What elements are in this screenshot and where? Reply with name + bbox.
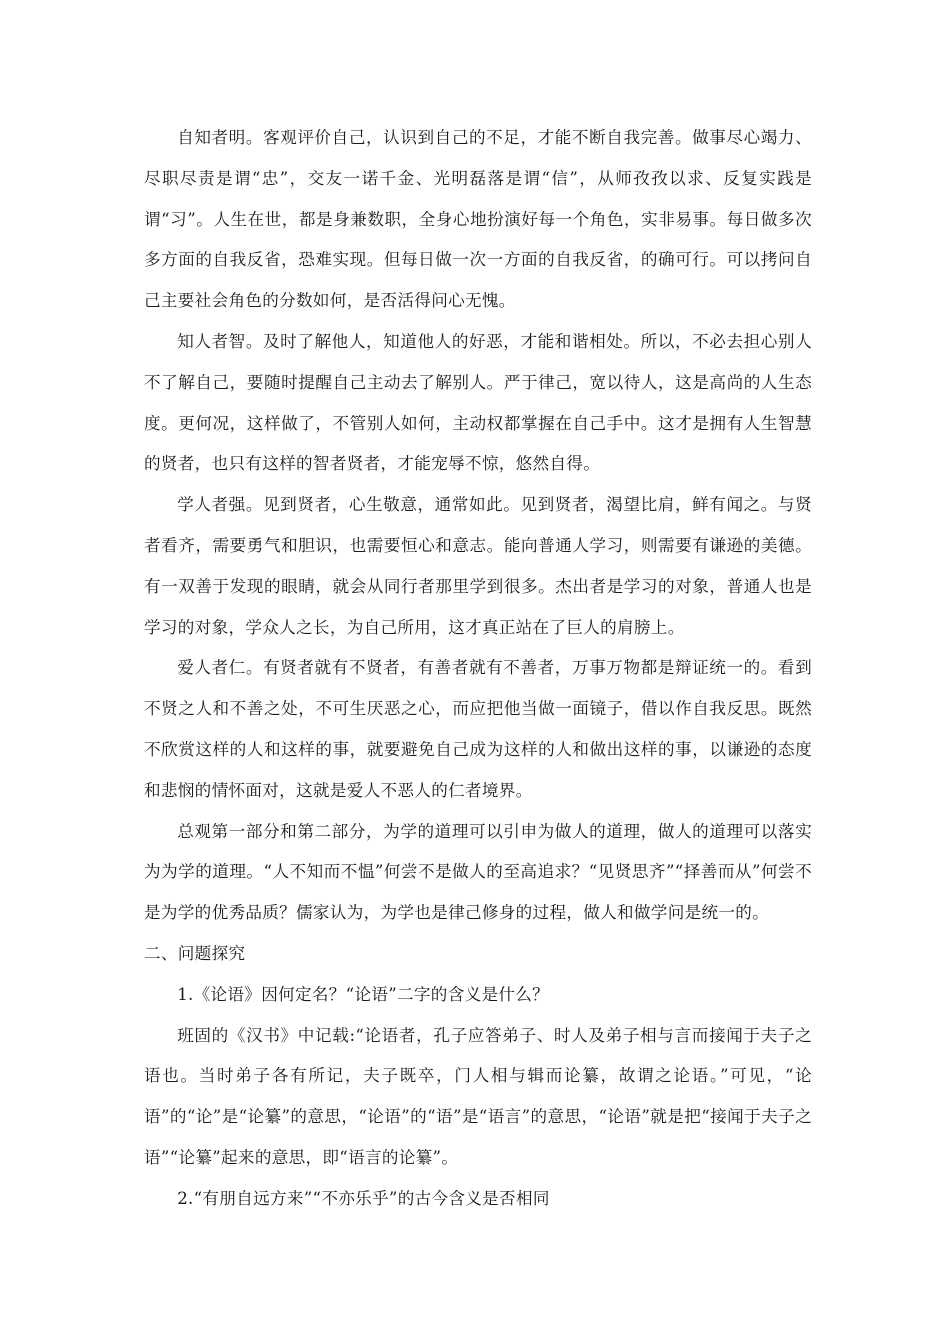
- question-1: 1.《论语》因何定名？“论语”二字的含义是什么？: [177, 984, 550, 1004]
- paragraph-knowing-others: 知人者智。及时了解他人，知道他人的好恶，才能和谐相处。所以，不必去担心别人不了解自己，要随时提醒自己主动去了解别人。严于律己，宽以待人，这是高尚的人生态度。更何况，这样做了，不管别人如何，主动权都掌握在自己手中。这才是拥有人生智慧的贤者，也只有这样的智者贤者，才能宠辱不惊，悠然自得。: [144, 331, 812, 474]
- document-body: [144, 118, 812, 1220]
- answer-1: 班固的《汉书》中记载:“论语者，孔子应答弟子、时人及弟子相与言而接闻于夫子之语也。当时弟子各有所记，夫子既卒，门人相与辑而论纂，故谓之论语。”可见，“论语”的“论”是“论纂”的意思，“论语”的“语”是“语言”的意思，“论语”就是把“接闻于夫子之语”“论纂”起来的意思，即“语言的论纂”。: [144, 1025, 812, 1167]
- paragraph-self-knowledge: 自知者明。客观评价自己，认识到自己的不足，才能不断自我完善。做事尽心竭力、尽职尽责是谓“忠”，交友一诺千金、光明磊落是谓“信”，从师孜孜以求、反复实践是谓“习”。人生在世，都是身兼数职，全身心地扮演好每一个角色，实非易事。每日做多次多方面的自我反省，恐难实现。但每日做一次一方面的自我反省，的确可行。可以拷问自己主要社会角色的分数如何，是否活得问心无愧。: [144, 128, 812, 311]
- section-heading: 二、问题探究: [144, 943, 246, 963]
- paragraph-loving-others: 爱人者仁。有贤者就有不贤者，有善者就有不善者，万事万物都是辩证统一的。看到不贤之人和不善之处，不可生厌恶之心，而应把他当做一面镜子，借以作自我反思。既然不欣赏这样的人和这样的事，就要避免自己成为这样的人和做出这样的事，以谦逊的态度和悲悯的情怀面对，这就是爱人不恶人的仁者境界。: [144, 658, 812, 800]
- question-2: 2.“有朋自远方来”“不亦乐乎”的古今含义是否相同: [177, 1188, 550, 1208]
- paragraph-summary: 总观第一部分和第二部分，为学的道理可以引申为做人的道理，做人的道理可以落实为为学的道理。“人不知而不愠”何尝不是做人的至高追求？“见贤思齐”“择善而从”何尝不是为学的优秀品质？儒家认为，为学也是律己修身的过程，做人和做学问是统一的。: [144, 821, 812, 923]
- paragraph-learning-from-others: 学人者强。见到贤者，心生敬意，通常如此。见到贤者，渴望比肩，鲜有闻之。与贤者看齐，需要勇气和胆识，也需要恒心和意志。能向普通人学习，则需要有谦逊的美德。有一双善于发现的眼睛，就会从同行者那里学到很多。杰出者是学习的对象，普通人也是学习的对象，学众人之长，为自己所用，这才真正站在了巨人的肩膀上。: [144, 495, 812, 637]
